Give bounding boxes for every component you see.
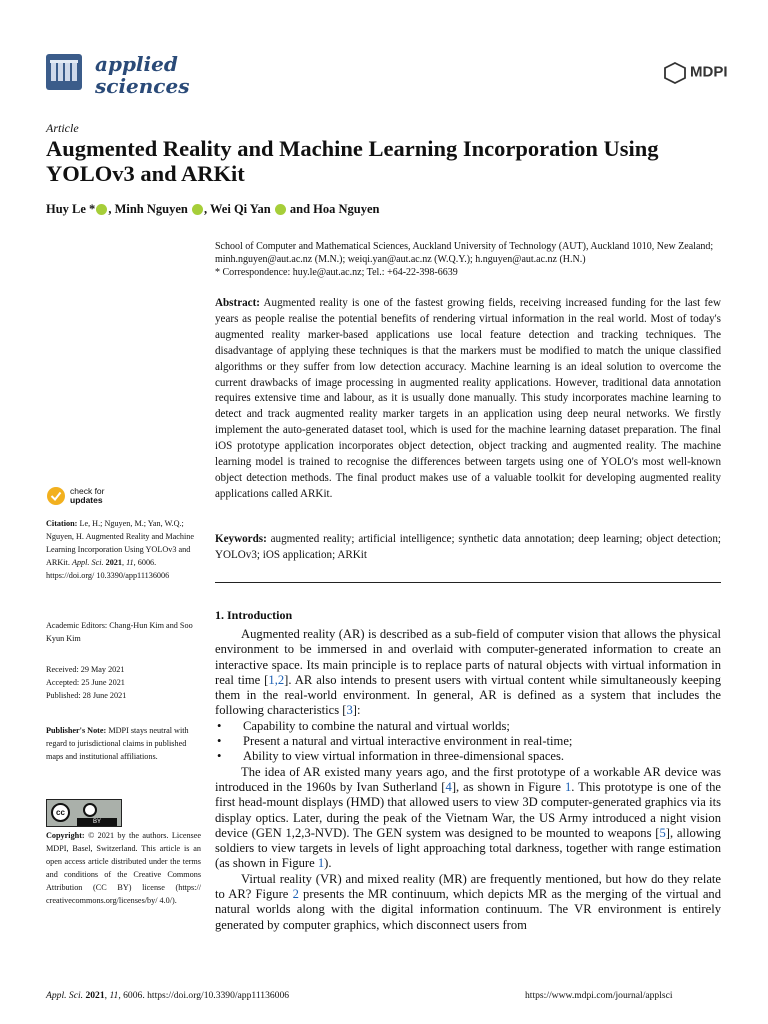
citation-link[interactable]: 5 xyxy=(659,825,666,840)
affiliation-block xyxy=(215,240,725,279)
list-item: • Present a natural and virtual interactive environment in real-time; xyxy=(215,734,721,749)
footer-journal-url[interactable]: https://www.mdpi.com/journal/applsci xyxy=(525,990,673,1001)
figure-link[interactable]: 1 xyxy=(317,856,325,871)
abstract-text: Augmented reality is one of the fastest growing fields, receiving increased funding for the last few years as people realise the potential benefits of rendering virtual information in the real world. Most of today's augmented reality marker-based applications use local feature detection and tracking techniques. The disadvantage of applying these techniques is that the markers must be modified to match the unique classified algorithms or they suffer from low detection accuracy. Machine learning is an ideal solution to overcome the current drawbacks of image processing in augmented reality applications. However, traditional data annotation requires extensive time and labour, as it is usually done manually. This study incorporates machine learning to detect and track augmented reality marker targets in an application using deep neural networks. We firstly implement the auto-generated dataset tool, which is used for the machine learning dataset preparation. The final iOS prototype application incorporates object detection, object tracking and augmented reality. The machine learning model is trained to recognise the differences between targets using one of YOLO's most well-known object detection methods. The final product makes use of a valuable toolkit for developing augmented reality applications called ARKit. xyxy=(215,297,721,500)
cc-icon: cc xyxy=(51,803,70,822)
citation-block: Citation: Le, H.; Nguyen, M.; Yan, W.Q.; Nguyen, H. Augmented Reality and Machine Learning Incorporation Using YOLOv3 and ARKit. Appl. Sci. 2021, 11, 6006. https://doi.org/ 10.3390/app11136006 xyxy=(46,519,195,580)
section-heading: 1. Introduction xyxy=(215,608,293,622)
orcid-icon[interactable] xyxy=(192,204,203,215)
affiliation: School of Computer and Mathematical Sciences, Auckland University of Technology (AUT), Auckland 1010, New Zealand; minh.nguyen@aut.ac.nz (M.N.); weiqi.yan@aut.ac.nz (W.Q.Y.); h.nguyen@aut.ac.nz (H.N.) xyxy=(215,241,714,265)
article-title: Augmented Reality and Machine Learning Incorporation Using YOLOv3 and ARKit xyxy=(46,136,659,186)
copyright-block: Copyright: © 2021 by the authors. Licensee MDPI, Basel, Switzerland. This article is an open access article distributed under the terms and conditions of the Creative Commons Attribution (CC BY) license (https:// creativecommons.org/licenses/by/ 4.0/). xyxy=(46,831,202,905)
cc-by-license-badge[interactable] xyxy=(46,799,122,827)
keywords-text: augmented reality; artificial intelligence; synthetic data annotation; deep learning; object detection; YOLOv3; iOS application; ARKit xyxy=(215,533,721,561)
correspondence: * Correspondence: huy.le@aut.ac.nz; Tel.: +64-22-398-6639 xyxy=(215,267,458,278)
paragraph: Virtual reality (VR) and mixed reality (MR) are frequently mentioned, but how do they relate to AR? Figure 2 presents the MR continuum, which depicts MR as the merging of the virtual and natural worlds along with the digital information continuum. The VR environment is entirely generated by computer graphics, which disconnect users from xyxy=(215,871,721,932)
paragraph: The idea of AR existed many years ago, and the first prototype of a workable AR device was introduced in the 1960s by Ivan Sutherland [4], as shown in Figure 1. This prototype is one of the first head-mount displays (HMD) that allowed users to view 3D computer-generated graphics via its display optics. Later, during the peak of the Vietnam War, the US Army introduced a night vision device (GEN 1,2,3-NVD). The GEN system was designed to be mounted to weapons [5], allowing soldiers to view targets in levels of light approaching total darkness, together with range estimation (as shown in Figure 1). xyxy=(215,764,721,871)
journal-name: applied sciences xyxy=(95,52,190,98)
author-4[interactable]: and Hoa Nguyen xyxy=(286,202,380,216)
journal-logo-icon xyxy=(46,54,82,90)
orcid-icon[interactable] xyxy=(275,204,286,215)
figure-link[interactable]: 2 xyxy=(292,887,299,902)
keywords-label: Keywords: xyxy=(215,533,267,545)
footer-citation: Appl. Sci. 2021, 11, 6006. https://doi.org/10.3390/app11136006 xyxy=(46,990,290,1001)
received-date: Received: 29 May 2021 xyxy=(46,665,125,674)
check-for-updates-badge[interactable]: check for updates xyxy=(46,486,105,506)
figure-link[interactable]: 1 xyxy=(564,779,572,794)
publisher-logo xyxy=(664,62,728,84)
citation-link[interactable]: 4 xyxy=(445,779,452,794)
citation-link[interactable]: 3 xyxy=(346,703,353,718)
paragraph: Augmented reality (AR) is described as a sub-field of computer vision that allows the physical environment to be immersed in and overlaid with computer-generated information to create an interactive space. Its main principle is to replace parts of natural objects with virtual information in real time [1,2]. AR also intends to present users with virtual content while simultaneously keeping them in the real-world environment. In general, AR is defined as a system that includes the following characteristics [3]: xyxy=(215,627,721,718)
author-1[interactable]: Huy Le * xyxy=(46,202,96,216)
characteristics-list xyxy=(215,719,721,765)
accepted-date: Accepted: 25 June 2021 xyxy=(46,678,125,687)
list-item: • Ability to view virtual information in three-dimensional spaces. xyxy=(215,749,721,764)
list-item: • Capability to combine the natural and virtual worlds; xyxy=(215,719,721,734)
by-label: BY xyxy=(77,818,117,826)
author-list xyxy=(46,202,380,217)
orcid-icon[interactable] xyxy=(96,204,107,215)
publisher-note: Publisher's Note: MDPI stays neutral with regard to jurisdictional claims in published maps and institutional affiliations. xyxy=(46,726,189,761)
publisher-name: MDPI xyxy=(690,63,728,81)
section-divider xyxy=(215,582,721,583)
abstract-label: Abstract: xyxy=(215,297,260,309)
person-icon xyxy=(83,803,97,817)
author-3[interactable]: , Wei Qi Yan xyxy=(203,202,271,216)
check-updates-icon xyxy=(46,486,66,506)
keywords xyxy=(215,532,721,564)
mdpi-logo-icon xyxy=(664,62,686,84)
introduction-body xyxy=(215,627,721,933)
dates-block xyxy=(46,663,201,702)
author-2[interactable]: , Minh Nguyen xyxy=(108,202,188,216)
abstract xyxy=(215,296,721,503)
academic-editors: Academic Editors: Chang-Hun Kim and Soo Kyun Kim xyxy=(46,621,193,643)
citation-link[interactable]: 1,2 xyxy=(268,672,285,687)
published-date: Published: 28 June 2021 xyxy=(46,691,127,700)
article-type: Article xyxy=(46,121,79,135)
